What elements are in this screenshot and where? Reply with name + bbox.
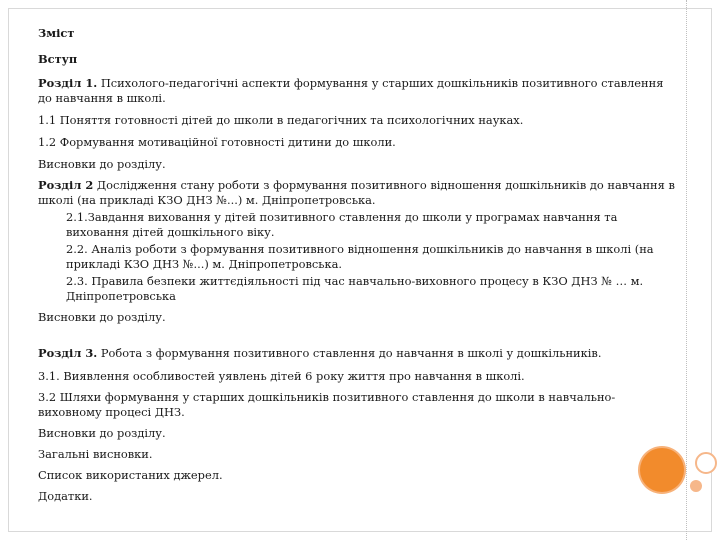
toc-chapter-3	[38, 346, 678, 361]
toc-section-1-2: 1.2 Формування мотиваційної готовності дитини до школи.	[38, 135, 396, 149]
table-of-contents	[38, 26, 678, 504]
toc-section-3-1: 3.1. Виявлення особливостей уявлень дітей 6 року життя про навчання в школі.	[38, 369, 525, 383]
toc-conclusion-2: Висновки до розділу.	[38, 310, 166, 324]
toc-sources: Список використаних джерел.	[38, 468, 223, 482]
ring-circle-decoration	[695, 452, 717, 474]
chapter-2-text: Дослідження стану роботи з формування позитивного відношення дошкільників до навчання в школі (на прикладі КЗО ДНЗ №...) м. Дніпропетровська.	[38, 178, 675, 207]
toc-section-2-3: 2.3. Правила безпеки життєдіяльності під час навчально-виховного процесу в КЗО ДНЗ № … м. Дніпропетровська	[66, 274, 644, 303]
chapter-1-label: Розділ 1.	[38, 76, 98, 90]
toc-chapter-2	[38, 178, 678, 208]
chapter-3-label: Розділ 3.	[38, 346, 98, 360]
small-circle-decoration	[690, 480, 702, 492]
toc-intro: Вступ	[38, 52, 78, 66]
toc-section-2-1: 2.1.Завдання виховання у дітей позитивного ставлення до школи у програмах навчання та виховання дітей дошкільного віку.	[66, 210, 618, 239]
chapter-1-text: Психолого-педагогічні аспекти формування у старших дошкільників позитивного ставлення до навчання в школі.	[38, 76, 664, 105]
toc-conclusion-1: Висновки до розділу.	[38, 157, 166, 171]
toc-title: Зміст	[38, 26, 75, 40]
toc-chapter-1	[38, 76, 678, 106]
toc-section-2-2: 2.2. Аналіз роботи з формування позитивного відношення дошкільників до навчання в школі (на прикладі КЗО ДНЗ №...) м. Дніпропетровська.	[66, 242, 654, 271]
toc-general-conclusions: Загальні висновки.	[38, 447, 153, 461]
chapter-2-label: Розділ 2	[38, 178, 94, 192]
right-dotted-rule	[686, 0, 687, 540]
toc-section-3-2: 3.2 Шляхи формування у старших дошкільників позитивного ставлення до школи в навчально-виховному процесі ДНЗ.	[38, 390, 616, 419]
toc-conclusion-3: Висновки до розділу.	[38, 426, 166, 440]
toc-section-1-1: 1.1 Поняття готовності дітей до школи в педагогічних та психологічних науках.	[38, 113, 524, 127]
toc-appendix: Додатки.	[38, 489, 93, 503]
chapter-3-text: Робота з формування позитивного ставлення до навчання в школі у дошкільників.	[97, 346, 602, 360]
